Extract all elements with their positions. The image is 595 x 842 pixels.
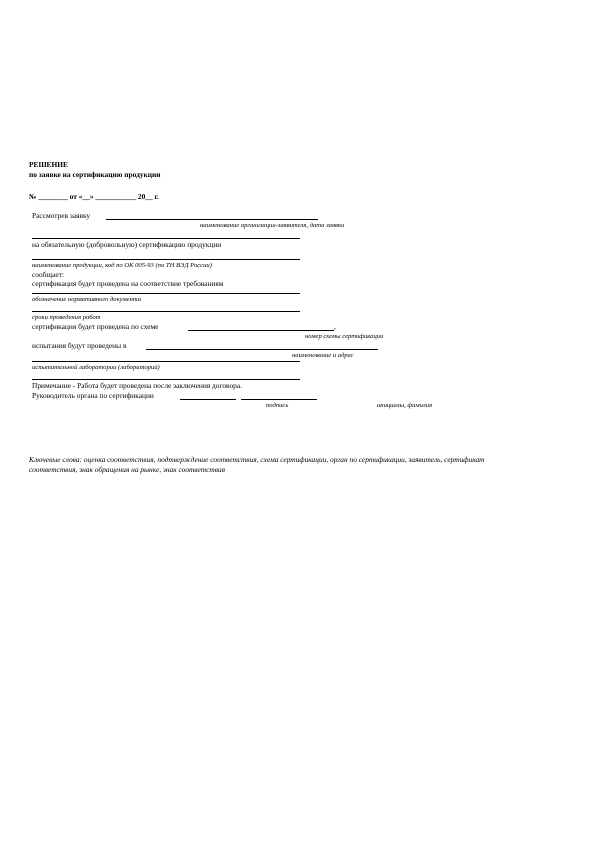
applicant-continue-line xyxy=(32,238,300,239)
signature-fill-line xyxy=(180,399,236,400)
scheme-text: сертификация будет проведена по схеме xyxy=(32,322,159,331)
decision-number-line: № ________ от «__» ___________ 20__ г. xyxy=(29,192,159,201)
scheme-caption: номер схемы сертификации xyxy=(305,333,384,340)
normative-caption: обозначение нормативного документа xyxy=(32,296,141,303)
considered-label: Рассмотрев заявку xyxy=(32,211,91,220)
product-caption: наименование продукции, код по ОК 005-93 (по ТН ВЭД России) xyxy=(32,262,212,269)
mandatory-text: на обязательную (добровольную) сертификацию продукции xyxy=(32,240,222,249)
applicant-caption: наименование организации-заявителя, дата заявки xyxy=(200,222,345,229)
initials-fill-line xyxy=(241,399,317,400)
lab-caption-2: испытательной лаборатории (лабораторий) xyxy=(32,364,160,371)
lab-fill-line xyxy=(146,349,378,350)
scheme-comma: , xyxy=(334,322,336,331)
signature-caption: подпись xyxy=(266,402,289,409)
work-terms-caption: сроки проведения работ xyxy=(32,314,101,321)
doc-subtitle: по заявке на сертификацию продукции xyxy=(29,170,161,179)
head-label: Руководитель органа по сертификации xyxy=(32,391,154,400)
doc-title: РЕШЕНИЕ xyxy=(29,160,68,169)
tests-text: испытания будут проведены в xyxy=(32,341,127,350)
normative-fill-line xyxy=(32,293,300,294)
cert-requirements-text: сертификация будет проведена на соответствие требованиям xyxy=(32,279,224,288)
lab-caption-1: наименование и адрес xyxy=(292,352,354,359)
note-top-line xyxy=(32,379,300,380)
work-terms-fill-line xyxy=(32,311,300,312)
scheme-fill-line xyxy=(188,330,334,331)
initials-caption: инициалы, фамилия xyxy=(377,402,433,409)
applicant-fill-line xyxy=(106,219,318,220)
lab-continue-line xyxy=(32,361,300,362)
keywords-line-2: соответствия, знак обращения на рынке, знак соответствия xyxy=(29,465,226,474)
informs-text: сообщает: xyxy=(32,270,64,279)
note-text: Примечание - Работа будет проведена после заключения договора. xyxy=(32,381,242,390)
product-fill-line xyxy=(32,259,300,260)
keywords-line-1: Ключевые слова: оценка соответствия, подтверждение соответствия, схема сертификации, орган по сертификации, заявитель, сертификат xyxy=(29,455,485,464)
